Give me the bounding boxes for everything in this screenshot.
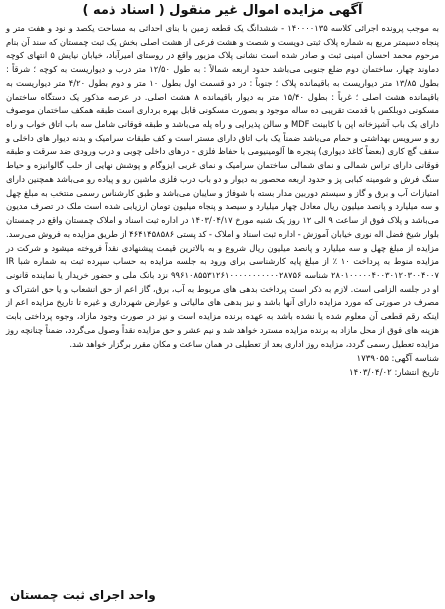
notice-issue-number: شناسه آگهی: ۱۷۳۹۰۵۵ [356,354,439,365]
notice-body: به موجب پرونده اجرائی کلاسه ۱۴۰۰۰۰۱۳۵ - ششدانگ یک قطعه زمین با بنای احداثی به مساحت یکصد و نود و هفت متر و پنجاه دسیمتر مربع به شماره پلاک ثبتی دویست و شصت و هشت فرعی از هشت اصلی بخش یک ثبت چمستان که سند آن بنام مرحوم محمد احسان امینی ثبت و صادر شده است نشانی پلاک مزبور واقع در روستای امیرآباد، خیابان نیایش ۵ انتهای کوچه دماوند چهار، ساختمان دوم ضلع جنوبی می‌باشد حدود اربعه شمالاً : به طول ۱۲/۵۰ متر درب و دیواریست به کوچه ؛ شرقاً : بطول ۱۳/۸۵ متر دیواریست به باقیمانده پلاک ؛ جنوباً : در دو قسمت اول بطول ۱۰ متر و دوم بطول ۴/۲۰ متر دیواریست به باقیمانده هشت اصلی ؛ غرباً : بطول ۱۵/۴۰ متر به دیوار باقیمانده ۸ هشت اصلی. در عرصه مذکور یک دستگاه ساختمان مسکونی دوبلکس با قدمت تقریبی ده ساله موجود و بصورت مسکونی قابل بهره برداری است طبقه همکف ساختمان موصوف دارای یک باب آشپزخانه اپن با کابینت MDF و سالن پذیرایی و راه پله می‌باشد و طبقه فوقانی شامل سه باب اتاق خواب و راه رو و سرویس بهداشتی و حمام می‌باشد ضمناً یک باب اتاق دارای مستر است و کف طبقات سرامیک و بدنه دیوار های داخلی و سقف گچ کاری (بعضاً کاغذ دیواری) پنجره ها آلومینیومی با حفاظ فلزی - درهای داخلی چوبی و درب ورودی ضد سرقت و طبقه فوقانی دارای تراس شمالی و نمای شمالی ساختمان سرامیک و نمای غربی ایزوگام و پوشش نهایی از حلب گالوانیزه و حیاط سنگ فرش و شومینه کبابی پز و حدود اربعه محصور به دیوار و دو باب درب فلزی ماشین رو و پیاده رو می‌باشد همچنین دارای امتیازات آب و برق و گاز و سیستم دوربین مدار بسته با شوفاژ و سایبان می‌باشد و طبق کارشناس رسمی منتخب به مبلغ چهل و سه میلیارد و پانصد میلیون ریال معادل چهار میلیارد و سیصد و پنجاه میلیون تومان ارزیابی شده است ملک در تصرف مدیون می‌باشد و پلاک فوق از ساعت ۹ الی ۱۲ روز یک شنبه مورخ ۱۴۰۳/۰۴/۱۷ در اداره ثبت اسناد و املاک چمستان واقع در چمستان بلوار شیخ فضل اله نوری خیابان آموزش - اداره ثبت اسناد و املاک - کد پستی ۴۶۴۱۴۵۸۵۸۶ از طریق مزایده به فروش می‌رسد. مزایده از مبلغ چهل و سه میلیارد و پانصد میلیون ریال شروع و به بالاترین قیمت پیشنهادی نقداً فروخته میشود و شرکت در مزایده منوط به پرداخت ۱۰ ٪ از مبلغ پایه کارشناسی برای ورود به جلسه مزایده به حساب سپرده ثبت به شماره شبا IR ۲۸۰۱۰۰۰۰۰۴۰۰۳۰۱۲۰۳۰۰۴۰۰۷ شناسه ۹۹۶۱۰۸۵۵۳۱۲۶۱۰۰۰۰۰۰۰۰۰۰۰۲۸۷۵۶ نزد بانک ملی و حضور خریدار یا نماینده قانونی او در جلسه الزامی است. لازم به ذکر است پرداخت بدهی های مربوط به آب، برق، گاز اعم از حق انشعاب و یا حق اشتراک و مصرف در صورتی که مورد مزایده دارای آنها باشد و نیز بدهی های مالیاتی و عوارض شهرداری و غیره تا تاریخ مزایده اعم از اینکه رقم قطعی آن معلوم شده یا نشده باشد به عهده برنده مزایده است و نیز در صورت وجود مازاد، وجوه پرداختی بابت هزینه های فوق از محل مازاد به برنده مزایده مسترد خواهد شد و نیم عشر و حق مزایده نقداً وصول می‌گردد، ضمناً چنانچه روز مزایده تعطیل رسمی گردد، مزایده روز اداری بعد از تعطیلی در همان ساعت و مکان مقرر برگزار خواهد شد. [6,23,440,349]
notice-footer [6,352,439,380]
notice-title: آگهی مزایده اموال غیر منقول ( اسناد ذمه ) [82,3,363,18]
notice-publish-date: تاریخ انتشار: ۱۴۰۳/۰۴/۰۲ [349,368,439,379]
issuing-office: واحد اجرای ثبت چمستان [10,588,156,602]
